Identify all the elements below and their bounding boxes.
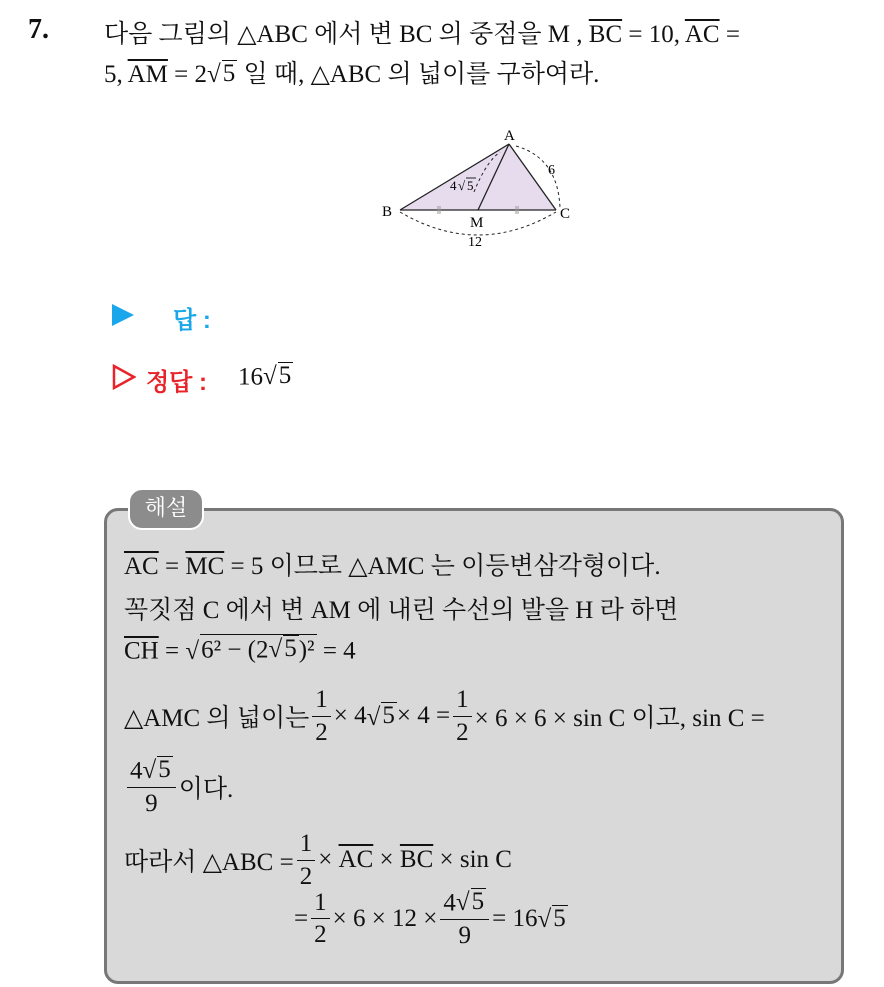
segment-ac: $\overline{AC}$ [124,553,159,580]
correct-answer-marker-icon [112,364,136,390]
sin-c-fraction: 4 √ 5 9 [127,756,176,817]
solution-line-6 [124,830,512,890]
area-term-2: × 4 = [396,702,451,729]
solution-line-5-tail: 이다. [178,775,234,803]
segment-ac: $\overline{AC}$ [338,846,374,873]
segment-bc: $\overline{BC}$ [399,846,434,873]
vertex-b-label: B [382,204,393,220]
answer-label: 답 : [173,307,211,334]
median-am-coef: 4 [450,178,457,193]
solution-line-5 [124,756,233,817]
equals-sign: = [164,553,180,580]
solution-line-3 [124,634,356,666]
median-am-radical: √ [458,178,466,193]
fraction-half-4: $\frac{1}{2}$ [311,889,330,949]
solution-line-6-lead: 따라서 △ABC = [124,849,294,876]
solution-line-2: 꼭짓점 C 에서 변 AM 에 내린 수선의 발을 H 라 하면 [124,597,679,624]
correct-answer-root: √ 5 [263,362,292,391]
segment-ch: $\overline{CH}$ [124,637,159,665]
solution-line-7 [294,888,568,949]
area-root: √ 5 [366,702,395,731]
ac-value: 5, [104,61,123,88]
area-term-1: × 4 [333,702,367,729]
solution-line-4-lead: △AMC 의 넓이는 [124,705,310,732]
correct-answer-value [238,362,293,391]
answer-marker-icon [112,304,136,328]
am-value-coef: = 2 [174,61,208,88]
solution-line-4 [124,686,765,746]
sin-c-fraction-2: 4 √ 5 9 [440,888,489,949]
final-result-coef: = 16 [492,904,538,932]
correct-answer-coef: 16 [238,363,263,391]
equals-sign: = [294,904,309,932]
triangle-figure [370,122,590,252]
times-sign: × [318,846,333,873]
am-value-root: √ 5 [207,59,236,88]
correct-answer-marker-shape [114,366,134,388]
solution-line-6-tail: × sin C [439,846,512,873]
solution-line-4-tail: × 6 × 6 × sin C 이고, sin C = [474,705,765,732]
median-am-root: 5 [467,178,474,193]
segment-am: $\overline{AM}$ [127,61,168,88]
fraction-half-2: $\frac{1}{2}$ [453,686,472,746]
correct-answer-label: 정답 : [146,369,208,396]
solution-line-1-tail: = 5 이므로 △AMC 는 이등변삼각형이다. [230,553,661,580]
product-terms: × 6 × 12 × [332,904,438,932]
segment-ac: $\overline{AC}$ [684,21,720,48]
segment-bc: $\overline{BC}$ [588,21,623,48]
problem-line-2-tail: 일 때, △ABC 의 넓이를 구하여라. [243,61,600,88]
equals-sign: = [725,21,740,48]
side-ac-length: 6 [548,163,555,178]
vertex-c-label: C [560,206,571,222]
final-result-root: √ 5 [537,905,566,934]
fraction-half-3: $\frac{1}{2}$ [297,830,316,890]
solution-tag: 해설 [128,488,204,530]
problem-line-2 [104,54,599,90]
answer-marker-shape [112,304,134,326]
vertex-a-label: A [504,128,515,144]
segment-mc: $\overline{MC}$ [185,553,225,580]
ch-result: = 4 [322,637,356,665]
fraction-half: $\frac{1}{2}$ [312,686,331,746]
midpoint-m-label: M [470,215,484,231]
solution-line-1 [124,546,661,582]
equals-sign: = [164,637,180,665]
side-bc-length: 12 [468,235,482,250]
problem-line-1 [104,14,740,50]
radical-expression: √ 6² − (2 √ 5 )² [185,635,315,665]
question-number: 7. [28,14,49,45]
times-sign: × [379,846,394,873]
problem-line-1-text: 다음 그림의 △ABC 에서 변 BC 의 중점을 M , [104,21,583,48]
bc-value: = 10, [628,21,680,48]
